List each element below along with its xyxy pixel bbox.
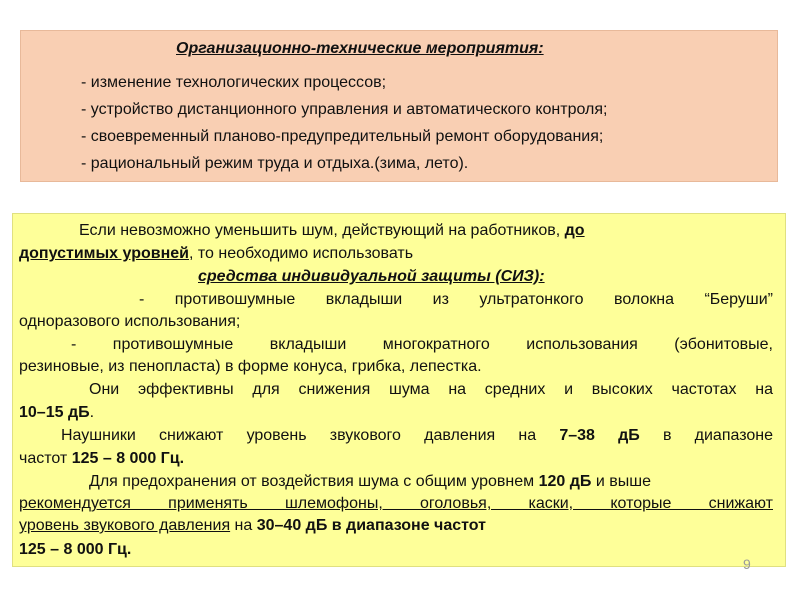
protection-line-2: рекомендуется применять шлемофоны, оголовья, каски, которые снижают — [19, 495, 773, 512]
intro-line-1 — [79, 222, 585, 240]
headphones-text-3: частот — [19, 450, 72, 467]
org-measures-box — [20, 30, 778, 182]
protection-text-4: на — [230, 517, 257, 534]
list-item: - устройство дистанционного управления и автоматического контроля; — [81, 101, 608, 118]
ppe-item-1-line-1: - противошумные вкладыши из ультратонкого волокна “Беруши” — [139, 291, 773, 308]
intro-text: Если невозможно уменьшить шум, действующий на работников, — [79, 222, 565, 239]
intro-emphasis-2: допустимых уровней — [19, 245, 189, 262]
protection-value: 120 дБ — [538, 473, 592, 490]
ppe-title: средства индивидуальной защиты (СИЗ): — [198, 268, 545, 285]
intro-emphasis: до — [564, 222, 585, 239]
headphones-text-2: в диапазоне — [639, 427, 774, 444]
headphones-line-1 — [19, 427, 773, 445]
headphones-freq: 125 – 8 000 Гц. — [71, 450, 185, 467]
protection-text-3: уровень звукового давления — [19, 517, 231, 534]
protection-text: Для предохранения от воздействия шума с общим уровнем — [89, 473, 539, 490]
protection-value-2: 30–40 дБ в диапазоне частот — [256, 517, 486, 534]
intro-text-2: , то необходимо использовать — [188, 245, 414, 262]
protection-text-2: и выше — [591, 473, 651, 490]
effectiveness-end: . — [89, 404, 95, 421]
headphones-line-2 — [19, 450, 184, 468]
protection-line-3 — [19, 517, 486, 535]
ppe-box — [12, 213, 786, 567]
ppe-item-2-line-2: резиновые, из пенопласта) в форме конуса, грибка, лепестка. — [19, 358, 482, 375]
headphones-value: 7–38 дБ — [559, 427, 640, 444]
page-number: 9 — [743, 556, 751, 572]
list-item: - изменение технологических процессов; — [81, 74, 387, 91]
org-measures-list — [81, 69, 607, 177]
list-item: - своевременный планово-предупредительный ремонт оборудования; — [81, 128, 604, 145]
list-item: - рациональный режим труда и отдыха.(зима, лето). — [81, 155, 469, 172]
intro-line-2 — [19, 245, 413, 263]
protection-line-4: 125 – 8 000 Гц. — [19, 541, 132, 558]
protection-line-1 — [89, 473, 651, 491]
org-measures-title: Организационно-технические мероприятия: — [176, 40, 544, 57]
effectiveness-value: 10–15 дБ — [19, 404, 90, 421]
effectiveness-line-1: Они эффективны для снижения шума на средних и высоких частотах на — [89, 381, 773, 398]
ppe-item-1-line-2: одноразового использования; — [19, 313, 241, 330]
ppe-item-2-line-1: - противошумные вкладыши многократного использования (эбонитовые, — [71, 336, 773, 353]
headphones-text: Наушники снижают уровень звукового давления на — [61, 427, 560, 444]
effectiveness-line-2 — [19, 404, 94, 422]
